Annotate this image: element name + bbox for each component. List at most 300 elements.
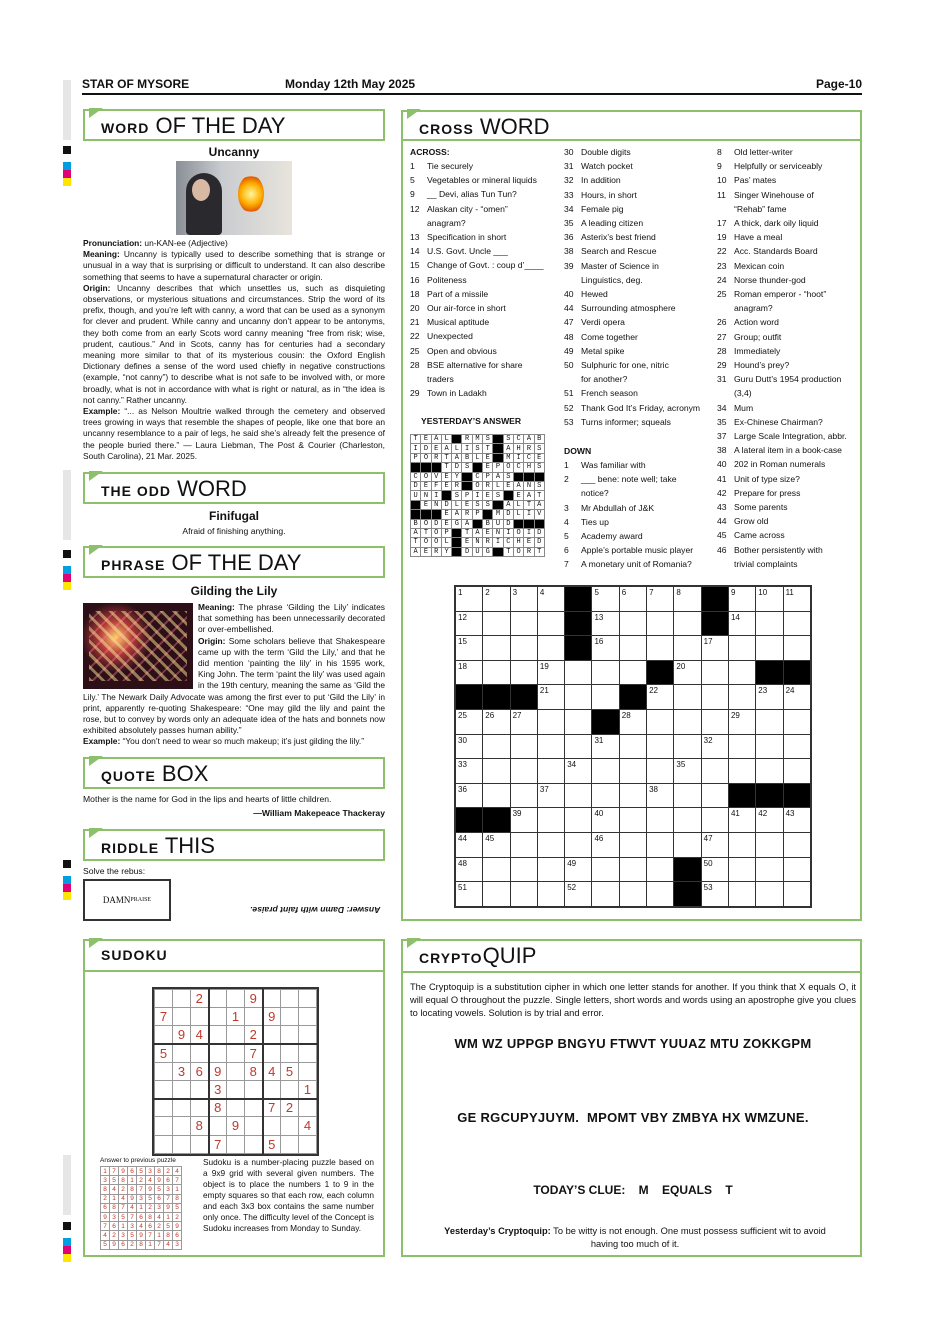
- crossword-cell[interactable]: [728, 832, 755, 857]
- crossword-cell[interactable]: [756, 636, 783, 661]
- crossword-cell[interactable]: 30: [456, 734, 483, 759]
- answer-cell: A: [472, 528, 482, 537]
- clue: for another?: [581, 374, 628, 385]
- crossword-cell[interactable]: [674, 709, 701, 734]
- odd-word-header: [83, 472, 385, 504]
- crossword-cell[interactable]: [756, 832, 783, 857]
- answer-cell: M: [503, 453, 513, 462]
- crossword-cell[interactable]: [565, 734, 592, 759]
- clue: anagram?: [427, 217, 466, 228]
- answer-cell: R: [462, 435, 472, 444]
- crossword-cell[interactable]: [619, 636, 646, 661]
- sudoku-cell[interactable]: [299, 1062, 317, 1080]
- sudoku-cell[interactable]: 4: [299, 1117, 317, 1135]
- crossword-cell[interactable]: 8: [674, 587, 701, 612]
- sudoku-cell[interactable]: [299, 1099, 317, 1117]
- crossword-cell[interactable]: [483, 857, 510, 882]
- crossword-cell[interactable]: [728, 882, 755, 907]
- crossword-cell[interactable]: [537, 611, 564, 636]
- sudoku-cell[interactable]: [173, 1008, 191, 1026]
- crossword-cell[interactable]: [483, 611, 510, 636]
- sudoku-cell[interactable]: 8: [191, 1117, 209, 1135]
- crossword-cell[interactable]: [674, 636, 701, 661]
- crossword-cell[interactable]: [674, 783, 701, 808]
- sudoku-cell[interactable]: [191, 1135, 209, 1153]
- crossword-cell[interactable]: 36: [456, 783, 483, 808]
- sudoku-cell[interactable]: [281, 990, 299, 1008]
- answer-cell: 7: [119, 1203, 128, 1212]
- crossword-cell[interactable]: [619, 832, 646, 857]
- crossword-cell[interactable]: [510, 636, 537, 661]
- sudoku-cell[interactable]: [209, 1026, 227, 1044]
- crossword-cell[interactable]: 23: [756, 685, 783, 710]
- answer-cell: 9: [110, 1240, 119, 1249]
- crossword-cell[interactable]: [483, 783, 510, 808]
- crossword-cell[interactable]: 26: [483, 709, 510, 734]
- clue: 5 Academy award: [564, 529, 693, 543]
- crossword-cell[interactable]: [483, 660, 510, 685]
- sudoku-cell[interactable]: [281, 1080, 299, 1098]
- sudoku-cell[interactable]: [263, 1117, 281, 1135]
- sudoku-cell[interactable]: [263, 1026, 281, 1044]
- answer-cell: D: [462, 547, 472, 556]
- crossword-cell[interactable]: [537, 636, 564, 661]
- crossword-cell[interactable]: [674, 685, 701, 710]
- sudoku-cell[interactable]: 3: [209, 1080, 227, 1098]
- crossword-cell[interactable]: 3: [510, 587, 537, 612]
- crossword-cell[interactable]: [619, 759, 646, 784]
- crossword-cell[interactable]: [647, 636, 674, 661]
- sudoku-cell[interactable]: [227, 990, 245, 1008]
- crossword-cell[interactable]: [619, 734, 646, 759]
- answer-cell: O: [421, 538, 431, 547]
- crossword-cell[interactable]: 13: [592, 611, 619, 636]
- clue-number: 51: [564, 388, 574, 399]
- answer-cell: P: [483, 472, 493, 481]
- sudoku-cell[interactable]: 2: [281, 1099, 299, 1117]
- crossword-cell[interactable]: [674, 734, 701, 759]
- crossword-cell[interactable]: 31: [592, 734, 619, 759]
- sudoku-cell[interactable]: 8: [245, 1062, 263, 1080]
- answer-cell: 8: [155, 1167, 164, 1176]
- answer-cell: R: [462, 510, 472, 519]
- sudoku-cell[interactable]: 5: [263, 1135, 281, 1153]
- crossword-cell[interactable]: 9: [728, 587, 755, 612]
- crossword-cell[interactable]: [756, 857, 783, 882]
- crossword-cell[interactable]: [483, 734, 510, 759]
- clue: 5 Vegetables or mineral liquids: [410, 173, 544, 187]
- crossword-cell[interactable]: 7: [647, 587, 674, 612]
- crossword-cell[interactable]: [728, 685, 755, 710]
- section-title: OF THE DAY: [171, 550, 302, 575]
- crossword-cell[interactable]: [783, 734, 810, 759]
- answer-cell: O: [421, 453, 431, 462]
- crossword-cell[interactable]: [619, 611, 646, 636]
- crossword-cell[interactable]: 48: [456, 857, 483, 882]
- crossword-cell[interactable]: [701, 783, 728, 808]
- crossword-cell[interactable]: 46: [592, 832, 619, 857]
- sudoku-cell[interactable]: 2: [191, 990, 209, 1008]
- sudoku-cell[interactable]: [191, 1099, 209, 1117]
- sudoku-cell[interactable]: [245, 1099, 263, 1117]
- answer-cell: 8: [137, 1240, 146, 1249]
- sudoku-cell[interactable]: [227, 1062, 245, 1080]
- crossword-cell[interactable]: [728, 759, 755, 784]
- crossword-cell[interactable]: [510, 734, 537, 759]
- crossword-cell[interactable]: [783, 882, 810, 907]
- clue-number: 31: [717, 374, 727, 385]
- answer-cell: R: [483, 481, 493, 490]
- black-square: [503, 491, 513, 500]
- sudoku-cell[interactable]: [299, 990, 317, 1008]
- crossword-cell[interactable]: 37: [537, 783, 564, 808]
- answer-cell: T: [421, 528, 431, 537]
- sudoku-cell[interactable]: 6: [191, 1062, 209, 1080]
- answer-cell: E: [421, 435, 431, 444]
- sudoku-cell[interactable]: [173, 1044, 191, 1062]
- sudoku-cell[interactable]: 9: [173, 1026, 191, 1044]
- crossword-cell[interactable]: [728, 660, 755, 685]
- clue: 12 Alaskan city - “omen”: [410, 202, 544, 216]
- crossword-cell[interactable]: [647, 832, 674, 857]
- sudoku-cell[interactable]: [227, 1099, 245, 1117]
- sudoku-cell[interactable]: 9: [227, 1117, 245, 1135]
- crossword-cell[interactable]: [619, 783, 646, 808]
- sudoku-cell[interactable]: [173, 1117, 191, 1135]
- sudoku-cell[interactable]: [173, 1135, 191, 1153]
- answer-cell: T: [411, 538, 421, 547]
- crossword-cell[interactable]: [701, 759, 728, 784]
- sudoku-cell[interactable]: [209, 990, 227, 1008]
- crossword-cell[interactable]: [565, 832, 592, 857]
- sudoku-cell[interactable]: [191, 1044, 209, 1062]
- crossword-cell[interactable]: 2: [483, 587, 510, 612]
- sudoku-cell[interactable]: [299, 1044, 317, 1062]
- crossword-cell[interactable]: 14: [728, 611, 755, 636]
- sudoku-cell[interactable]: [155, 1062, 173, 1080]
- crossword-cell[interactable]: 44: [456, 832, 483, 857]
- crossword-cell[interactable]: [701, 660, 728, 685]
- crossword-cell[interactable]: [647, 882, 674, 907]
- crossword-cell[interactable]: [537, 832, 564, 857]
- clue-number: 31: [564, 161, 574, 172]
- crossword-cell[interactable]: 35: [674, 759, 701, 784]
- sudoku-cell[interactable]: [227, 1135, 245, 1153]
- clue: 9 Helpfully or serviceably: [717, 159, 847, 173]
- clue-number: 47: [564, 317, 574, 328]
- sudoku-cell[interactable]: [191, 1080, 209, 1098]
- registration-strip: [63, 860, 71, 900]
- sudoku-cell[interactable]: [227, 1044, 245, 1062]
- crossword-cell[interactable]: [783, 857, 810, 882]
- clue: 44 Grow old: [717, 514, 847, 528]
- crossword-cell[interactable]: 50: [701, 857, 728, 882]
- sudoku-cell[interactable]: [155, 1099, 173, 1117]
- crossword-cell[interactable]: [592, 759, 619, 784]
- crossword-cell[interactable]: 29: [728, 709, 755, 734]
- crossword-cell[interactable]: [565, 709, 592, 734]
- crossword-cell[interactable]: [619, 882, 646, 907]
- crossword-cell[interactable]: [537, 882, 564, 907]
- crossword-cell[interactable]: 11: [783, 587, 810, 612]
- sudoku-cell[interactable]: [281, 1026, 299, 1044]
- crossword-cell[interactable]: [756, 882, 783, 907]
- crossword-cell[interactable]: [592, 783, 619, 808]
- quote-text: Mother is the name for God in the lips and hearts of little children.: [83, 794, 332, 804]
- clue: 25 Open and obvious: [410, 344, 544, 358]
- crossword-cell[interactable]: [783, 636, 810, 661]
- sudoku-cell[interactable]: [155, 1026, 173, 1044]
- crossword-cell[interactable]: 17: [701, 636, 728, 661]
- crossword-cell[interactable]: [537, 857, 564, 882]
- clue-column: [564, 145, 700, 429]
- crossword-cell[interactable]: 45: [483, 832, 510, 857]
- crossword-cell[interactable]: [510, 857, 537, 882]
- sudoku-cell[interactable]: 7: [245, 1044, 263, 1062]
- crossword-cell[interactable]: 47: [701, 832, 728, 857]
- crossword-cell[interactable]: 33: [456, 759, 483, 784]
- clue-number: 23: [717, 260, 727, 271]
- crossword-cell[interactable]: [619, 808, 646, 833]
- crossword-cell[interactable]: 22: [647, 685, 674, 710]
- crossword-cell[interactable]: [483, 882, 510, 907]
- sudoku-cell[interactable]: [155, 1117, 173, 1135]
- crossword-cell[interactable]: [701, 685, 728, 710]
- answer-cell: O: [513, 547, 523, 556]
- crossword-cell[interactable]: 24: [783, 685, 810, 710]
- crossword-cell[interactable]: [783, 611, 810, 636]
- crossword-cell[interactable]: 53: [701, 882, 728, 907]
- crossword-cell[interactable]: [565, 783, 592, 808]
- sudoku-cell[interactable]: 7: [155, 1008, 173, 1026]
- crossword-cell[interactable]: [510, 882, 537, 907]
- crossword-cell[interactable]: 38: [647, 783, 674, 808]
- sudoku-cell[interactable]: [263, 1044, 281, 1062]
- crossword-cell[interactable]: [565, 660, 592, 685]
- crossword-cell[interactable]: 49: [565, 857, 592, 882]
- sudoku-cell[interactable]: [191, 1008, 209, 1026]
- crossword-cell[interactable]: [510, 660, 537, 685]
- sudoku-cell[interactable]: [173, 990, 191, 1008]
- crossword-cell[interactable]: [592, 882, 619, 907]
- clue-number: 17: [717, 218, 727, 229]
- crossword-cell[interactable]: [783, 759, 810, 784]
- black-square: [674, 882, 701, 907]
- sudoku-cell[interactable]: 1: [227, 1008, 245, 1026]
- answer-cell: 1: [146, 1240, 155, 1249]
- crossword-cell[interactable]: [756, 734, 783, 759]
- clue-number: 16: [410, 274, 420, 285]
- sudoku-cell[interactable]: 5: [281, 1062, 299, 1080]
- crossword-cell[interactable]: 21: [537, 685, 564, 710]
- crossword-cell[interactable]: [483, 759, 510, 784]
- answer-cell: 2: [119, 1185, 128, 1194]
- sudoku-cell[interactable]: 9: [263, 1008, 281, 1026]
- crossword-cell[interactable]: [701, 808, 728, 833]
- sudoku-cell[interactable]: [245, 1117, 263, 1135]
- sudoku-cell[interactable]: [209, 1117, 227, 1135]
- crossword-cell[interactable]: [647, 808, 674, 833]
- crossword-cell[interactable]: [783, 832, 810, 857]
- sudoku-cell[interactable]: 2: [245, 1026, 263, 1044]
- crossword-cell[interactable]: 10: [756, 587, 783, 612]
- crossword-cell[interactable]: 4: [537, 587, 564, 612]
- quote-header: [83, 757, 385, 789]
- crossword-cell[interactable]: [728, 734, 755, 759]
- sudoku-cell[interactable]: [155, 1135, 173, 1153]
- answer-cell: N: [524, 481, 534, 490]
- crossword-cell[interactable]: [565, 685, 592, 710]
- crossword-cell[interactable]: [537, 709, 564, 734]
- crossword-cell[interactable]: [592, 857, 619, 882]
- crossword-cell[interactable]: 19: [537, 660, 564, 685]
- sudoku-cell[interactable]: [155, 990, 173, 1008]
- crossword-cell[interactable]: [647, 857, 674, 882]
- sudoku-cell[interactable]: [299, 1135, 317, 1153]
- crossword-cell[interactable]: 41: [728, 808, 755, 833]
- sudoku-cell[interactable]: [155, 1080, 173, 1098]
- sudoku-cell[interactable]: [227, 1080, 245, 1098]
- crossword-cell[interactable]: 12: [456, 611, 483, 636]
- crossword-cell[interactable]: [537, 759, 564, 784]
- crossword-cell[interactable]: [619, 660, 646, 685]
- sudoku-cell[interactable]: 7: [209, 1135, 227, 1153]
- answer-cell: A: [431, 435, 441, 444]
- crossword-cell[interactable]: 43: [783, 808, 810, 833]
- clue: traders: [427, 374, 454, 385]
- crossword-cell[interactable]: 32: [701, 734, 728, 759]
- clue: (3,4): [734, 388, 752, 399]
- answer-cell: 2: [110, 1231, 119, 1240]
- crossword-cell[interactable]: [647, 611, 674, 636]
- crossword-cell[interactable]: [728, 857, 755, 882]
- sudoku-cell[interactable]: 4: [191, 1026, 209, 1044]
- clue: 18 Part of a missile: [410, 287, 544, 301]
- crossword-cell[interactable]: 39: [510, 808, 537, 833]
- crossword-cell[interactable]: [783, 709, 810, 734]
- crossword-cell[interactable]: 5: [592, 587, 619, 612]
- black-square: [493, 453, 503, 462]
- clue-number: 33: [564, 189, 574, 200]
- sudoku-cell[interactable]: 5: [155, 1044, 173, 1062]
- crossword-cell[interactable]: [537, 734, 564, 759]
- crossword-cell[interactable]: [756, 709, 783, 734]
- crossword-cell[interactable]: 25: [456, 709, 483, 734]
- clue-number: 44: [717, 516, 727, 527]
- crossword-cell[interactable]: 20: [674, 660, 701, 685]
- crossword-cell[interactable]: 28: [619, 709, 646, 734]
- sudoku-cell[interactable]: [281, 1135, 299, 1153]
- sudoku-cell[interactable]: [245, 1135, 263, 1153]
- sudoku-cell[interactable]: [227, 1026, 245, 1044]
- sudoku-cell[interactable]: [209, 1008, 227, 1026]
- crossword-cell[interactable]: [510, 832, 537, 857]
- answer-cell: 2: [155, 1222, 164, 1231]
- crossword-cell[interactable]: 16: [592, 636, 619, 661]
- crossword-cell[interactable]: [674, 611, 701, 636]
- answer-cell: A: [452, 453, 462, 462]
- crossword-cell[interactable]: 34: [565, 759, 592, 784]
- crossword-cell[interactable]: 15: [456, 636, 483, 661]
- sudoku-cell[interactable]: 9: [209, 1062, 227, 1080]
- answer-cell: 1: [164, 1212, 173, 1221]
- crossword-cell[interactable]: [647, 759, 674, 784]
- clue: 21 Musical aptitude: [410, 315, 544, 329]
- sudoku-cell[interactable]: [281, 1117, 299, 1135]
- sudoku-cell[interactable]: [209, 1044, 227, 1062]
- crossword-cell[interactable]: 52: [565, 882, 592, 907]
- sudoku-cell[interactable]: 4: [263, 1062, 281, 1080]
- crossword-cell[interactable]: [701, 709, 728, 734]
- section-title: QUIP: [482, 943, 537, 968]
- sudoku-cell[interactable]: [299, 1008, 317, 1026]
- crossword-cell[interactable]: [647, 709, 674, 734]
- sudoku-cell[interactable]: [263, 1080, 281, 1098]
- crossword-cell[interactable]: [483, 636, 510, 661]
- crossword-cell[interactable]: [592, 660, 619, 685]
- crossword-cell[interactable]: [728, 636, 755, 661]
- sudoku-cell[interactable]: 7: [263, 1099, 281, 1117]
- answer-cell: U: [493, 519, 503, 528]
- sudoku-cell[interactable]: [281, 1008, 299, 1026]
- sudoku-cell[interactable]: [245, 1080, 263, 1098]
- answer-cell: 6: [146, 1222, 155, 1231]
- crossword-cell[interactable]: [510, 759, 537, 784]
- crossword-cell[interactable]: [592, 685, 619, 710]
- word-headword: Uncanny: [208, 145, 260, 159]
- sudoku-cell[interactable]: [281, 1044, 299, 1062]
- answer-cell: A: [441, 444, 451, 453]
- crossword-cell[interactable]: 27: [510, 709, 537, 734]
- crossword-cell[interactable]: [674, 808, 701, 833]
- clue: 40 202 in Roman numerals: [717, 457, 847, 471]
- crossword-cell[interactable]: 40: [592, 808, 619, 833]
- crossword-cell[interactable]: 42: [756, 808, 783, 833]
- crossword-cell[interactable]: [647, 734, 674, 759]
- sudoku-cell[interactable]: 3: [173, 1062, 191, 1080]
- clue: 29 Hound’s prey?: [717, 358, 847, 372]
- clue: 43 Some parents: [717, 500, 847, 514]
- crossword-cell[interactable]: [756, 759, 783, 784]
- sudoku-cell[interactable]: [245, 1008, 263, 1026]
- clue: 24 Norse thunder-god: [717, 273, 847, 287]
- crossword-cell[interactable]: [756, 611, 783, 636]
- sudoku-cell[interactable]: 9: [245, 990, 263, 1008]
- sudoku-cell[interactable]: 8: [209, 1099, 227, 1117]
- sudoku-cell[interactable]: 1: [299, 1080, 317, 1098]
- crossword-cell[interactable]: 6: [619, 587, 646, 612]
- crossword-cell[interactable]: [619, 857, 646, 882]
- crossword-cell[interactable]: [510, 783, 537, 808]
- crossword-cell[interactable]: [674, 832, 701, 857]
- sudoku-cell[interactable]: [263, 990, 281, 1008]
- crossword-cell[interactable]: 51: [456, 882, 483, 907]
- clue: 8 Old letter-writer: [717, 145, 847, 159]
- crossword-cell[interactable]: 1: [456, 587, 483, 612]
- sudoku-cell[interactable]: [173, 1099, 191, 1117]
- answer-cell: 9: [146, 1185, 155, 1194]
- crossword-cell[interactable]: [565, 808, 592, 833]
- crossword-cell[interactable]: [537, 808, 564, 833]
- sudoku-cell[interactable]: [299, 1026, 317, 1044]
- answer-cell: 8: [110, 1203, 119, 1212]
- answer-cell: 9: [155, 1176, 164, 1185]
- clue-number: 8: [717, 147, 722, 157]
- crossword-cell[interactable]: 18: [456, 660, 483, 685]
- crossword-cell[interactable]: [510, 611, 537, 636]
- answer-cell: A: [524, 435, 534, 444]
- sudoku-cell[interactable]: [173, 1080, 191, 1098]
